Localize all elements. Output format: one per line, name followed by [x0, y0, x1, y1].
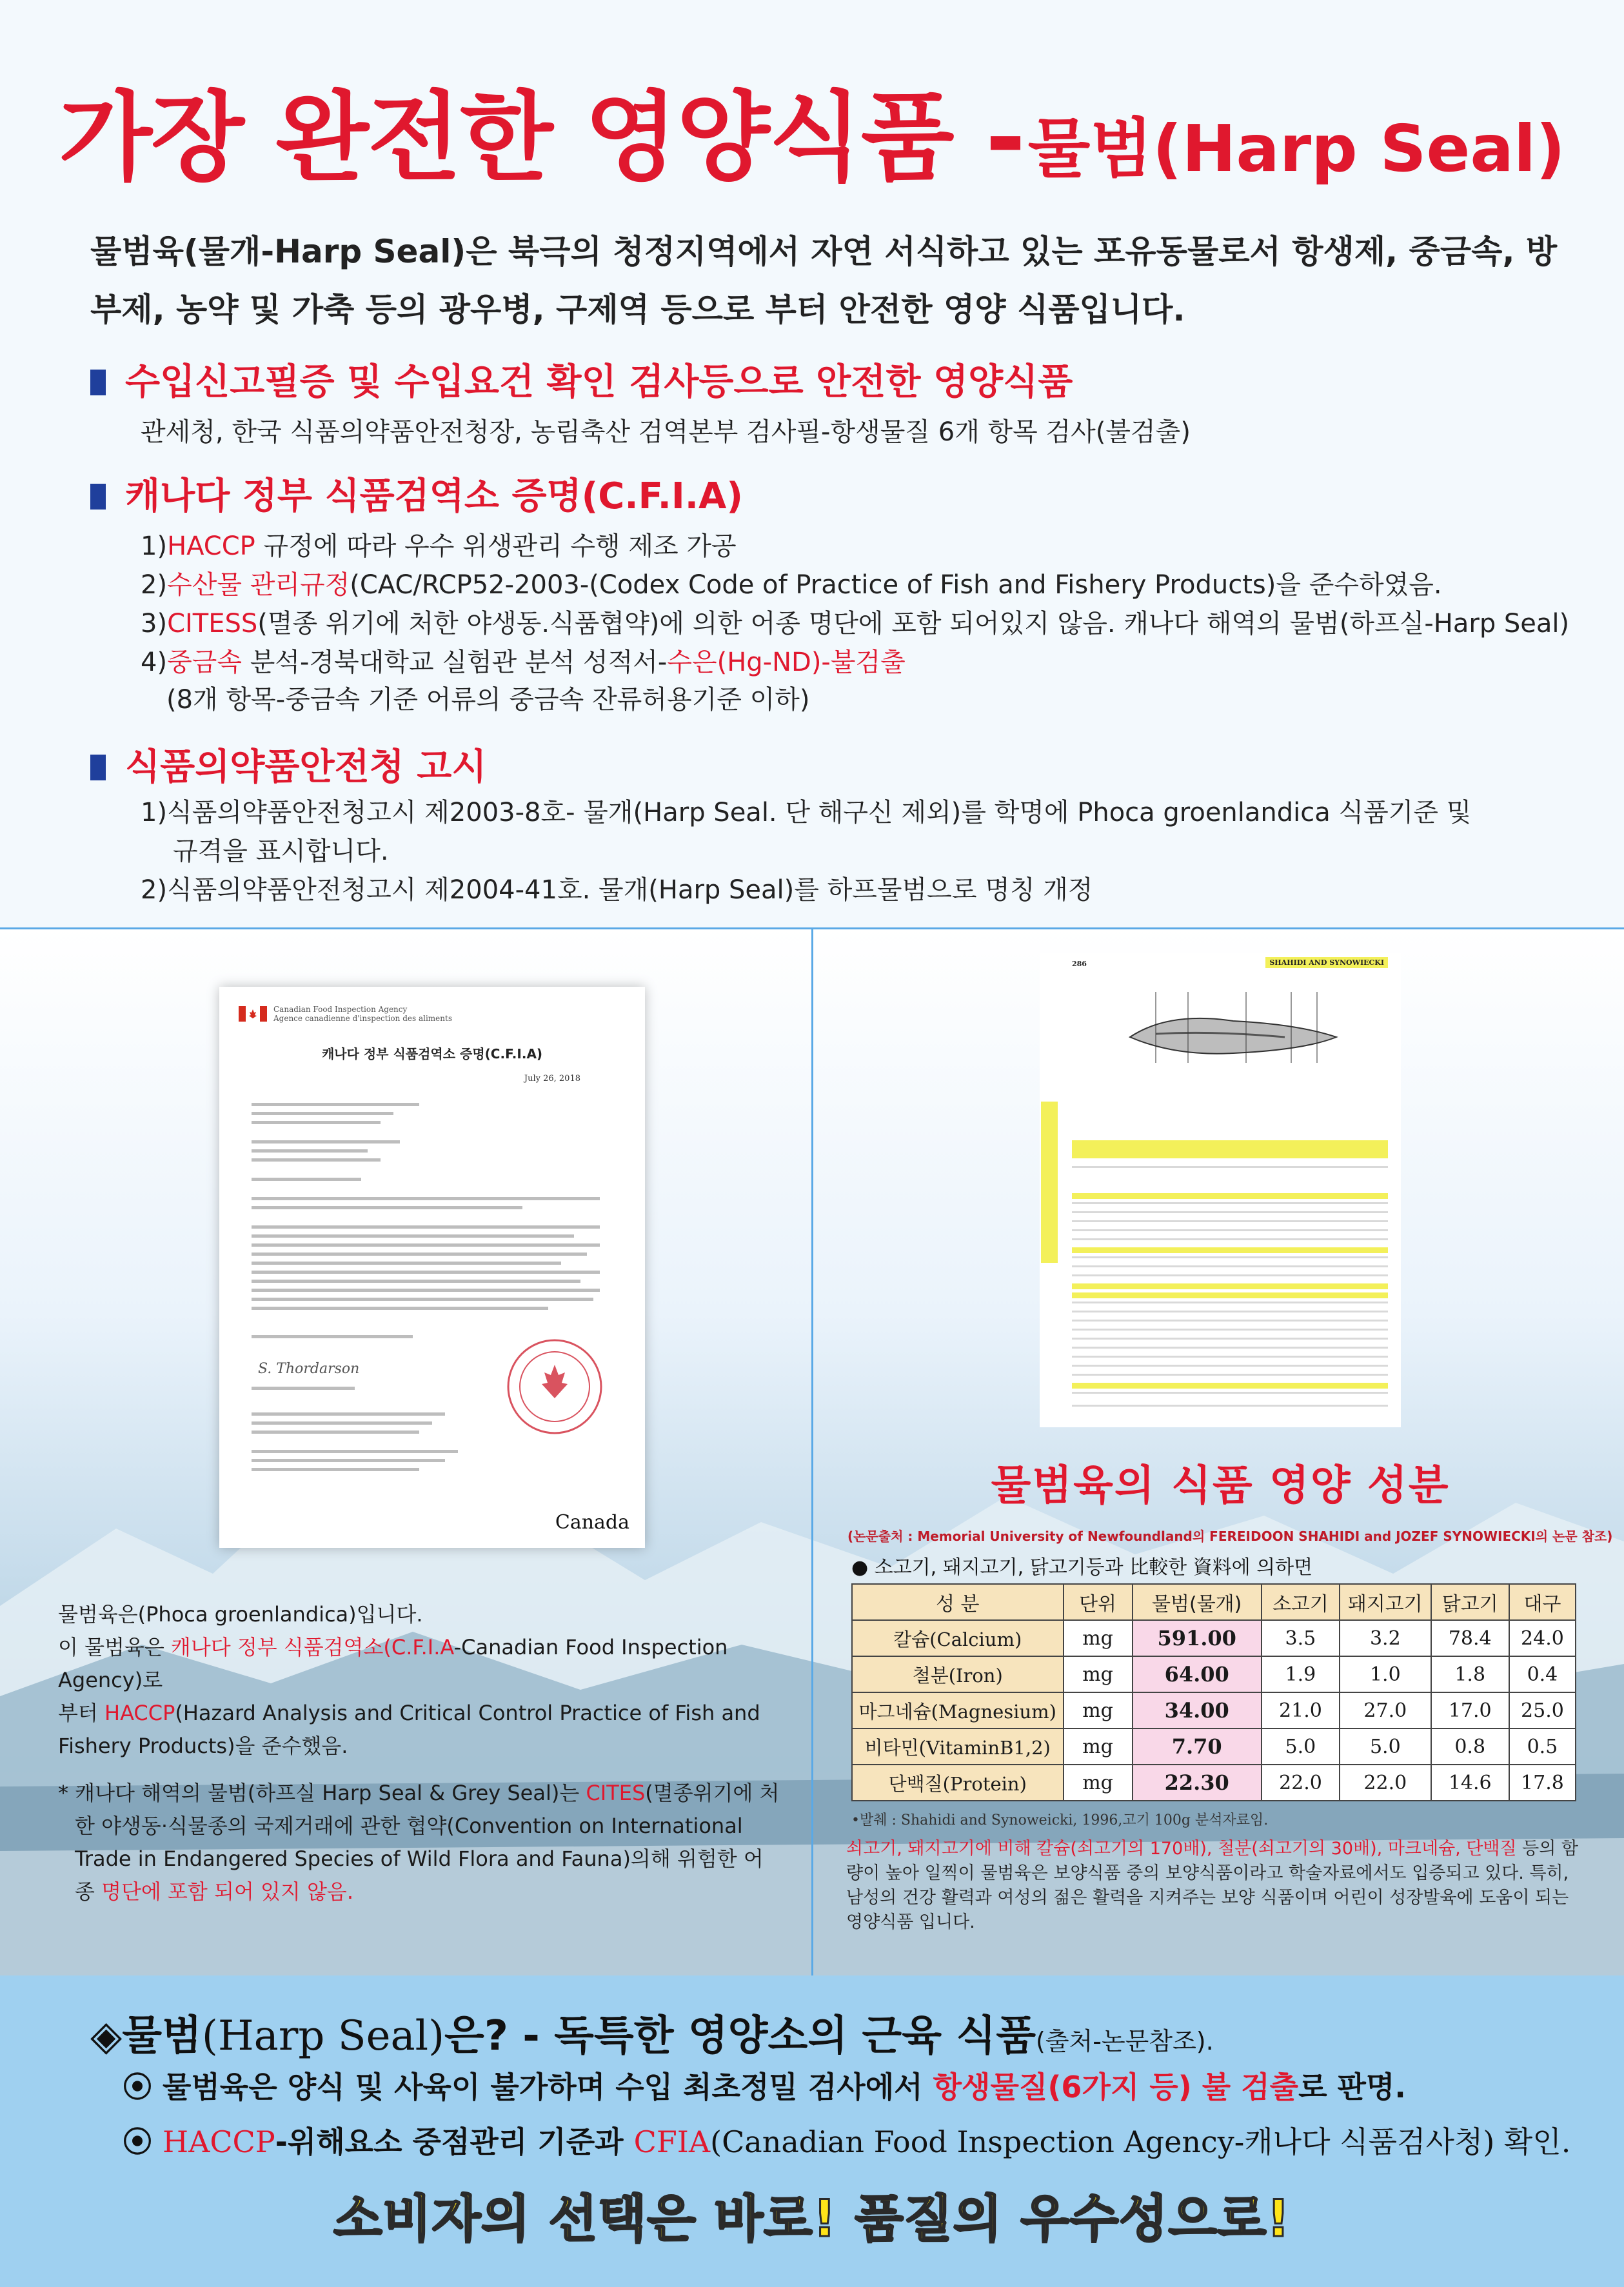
canada-flag-icon	[239, 1006, 267, 1022]
letter-heading: 캐나다 정부 식품검역소 증명(C.F.I.A)	[321, 1046, 543, 1062]
bullet-square-icon	[90, 370, 106, 395]
section-heading-mfds: 식품의약품안전청 고시	[90, 738, 486, 790]
bottom-line-2: ⦿ HACCP-위해요소 중점관리 기준과 CFIA(Canadian Food Inspection Agency-캐나다 식품검사청) 확인.	[123, 2124, 1571, 2159]
download-stamp	[1041, 1102, 1058, 1263]
nutrition-table	[851, 1583, 1576, 1801]
section-heading-cfia: 캐나다 정부 식품검역소 증명(C.F.I.A)	[90, 468, 743, 519]
canada-wordmark: Canada	[555, 1511, 629, 1534]
nutrition-title: 물범육의 식품 영양 성분	[991, 1462, 1450, 1510]
cfia-note: (8개 항목-중금속 기준 어류의 중금속 잔류허용기준 이하)	[166, 685, 810, 715]
bottom-title: ◈물범(Harp Seal)은? - 독특한 영양소의 근육 식품(출처-논문참조).	[90, 2012, 1214, 2060]
slogan: 소비자의 선택은 바로! 품질의 우수성으로!	[333, 2190, 1291, 2248]
table-header-row: 성 분 단위 물범(물개) 소고기 돼지고기 닭고기 대구	[852, 1584, 1576, 1620]
table-row: 칼슘(Calcium) mg 591.00 3.5 3.2 78.4 24.0	[852, 1620, 1576, 1656]
page-title	[0, 59, 1624, 199]
title-main: 가장 완전한 영양식품 -	[59, 82, 1025, 194]
nutrition-description: 쇠고기, 돼지고기에 비해 칼슘(쇠고기의 170배), 철분(쇠고기의 30배), 마크네슘, 단백질 등의 함량이 높아 일찍이 물범육은 보양식품 중의 보양식품이라고 학술자료에서도 입증되고 있다. 특히, 남성의 건강 활력과 여성의 젊은 활력을 지켜주는 보양 식품이며 어린이 성장발육에 도움이 되는 영양식품 입니다.	[846, 1839, 1578, 1932]
cfia-item-3: 3)CITESS(멸종 위기에 처한 야생동.식품협약)에 의한 어종 명단에 포함 되어있지 않음. 캐나다 해역의 물범(하프실-Harp Seal)	[141, 609, 1570, 639]
agency-name: Canadian Food Inspection Agency Agence canadienne d'inspection des aliments	[273, 1005, 452, 1023]
official-seal-stamp	[503, 1335, 606, 1438]
intro-paragraph: 물범육(물개-Harp Seal)은 북극의 청정지역에서 자연 서식하고 있는 포유동물로서 항생제, 중금속, 방부제, 농약 및 가축 등의 광우병, 구제역 등으로 부터 안전한 영양 식품입니다.	[90, 233, 1558, 328]
compare-note: ● 소고기, 돼지고기, 닭고기등과 比較한 資料에 의하면	[851, 1556, 1313, 1579]
table-row: 단백질(Protein) mg 22.30 22.0 22.0 14.6 17.8	[852, 1765, 1576, 1801]
paper-header: SHAHIDI AND SYNOWIECKI	[1265, 957, 1388, 968]
import-inspection-line: 관세청, 한국 식품의약품안전청장, 농림축산 검역본부 검사필-항생물질 6개 항목 검사(불검출)	[141, 417, 1191, 447]
mfds-item-1-cont: 규격을 표시합니다.	[173, 837, 389, 866]
table-row: 마그네슘(Magnesium) mg 34.00 21.0 27.0 17.0 25.0	[852, 1692, 1576, 1728]
cfia-letter-document	[219, 987, 645, 1548]
seal-carcass-figure	[1117, 985, 1349, 1082]
section-heading-import: 수입신고필증 및 수입요건 확인 검사등으로 안전한 영양식품	[90, 353, 1073, 405]
paper-page-number: 286	[1072, 960, 1087, 968]
nutrition-source: (논문출처 : Memorial University of Newfoundland의 FEREIDOON SHAHIDI and JOZEF SYNOWIECKI의 논문 참조)	[847, 1529, 1613, 1544]
table-row: 철분(Iron) mg 64.00 1.9 1.0 1.8 0.4	[852, 1656, 1576, 1692]
letter-date: July 26, 2018	[524, 1074, 580, 1084]
table-footnote: •발췌 : Shahidi and Synoweicki, 1996,고기 100g 분석자료임.	[851, 1812, 1269, 1828]
mfds-item-2: 2)식품의약품안전청고시 제2004-41호. 물개(Harp Seal)를 하프물범으로 명칭 개정	[141, 875, 1093, 905]
bullet-square-icon	[90, 484, 106, 510]
seal-meat-description: 물범육은(Phoca groenlandica)입니다. 이 물범육은 캐나다 정부 식품검역소(C.F.I.A-Canadian Food Inspection Agency)로 부터 HACCP(Hazard Analysis and Critical Control Practice of Fish and Fishery Products)을 준수했음. * 캐나다 해역의 물범(하프실 Harp Seal & Grey Seal)는 CITES(멸종위기에 처한 야생동·식물종의 국제거래에 관한 협약(Convention on International Trade in Endangered Species of Wild Flora and Fauna)의해 위험한 어종 명단에 포함 되어 있지 않음.	[58, 1602, 780, 1904]
cfia-item-4: 4)중금속 분석-경북대학교 실험관 분석 성적서-수은(Hg-ND)-불검출	[141, 648, 906, 677]
bottom-line-1: ⦿ 물범육은 양식 및 사육이 불가하며 수입 최초정밀 검사에서 항생물질(6가지 등) 불 검출로 판명.	[123, 2070, 1406, 2104]
cfia-item-2: 2)수산물 관리규정(CAC/RCP52-2003-(Codex Code of Practice of Fish and Fishery Products)을 준수하였음.	[141, 570, 1442, 600]
bullet-square-icon	[90, 755, 106, 780]
mfds-item-1: 1)식품의약품안전청고시 제2003-8호- 물개(Harp Seal. 단 해구신 제외)를 학명에 Phoca groenlandica 식품기준 및	[141, 798, 1472, 827]
title-sub: 물범(Harp Seal)	[1027, 111, 1565, 186]
cfia-item-1: 1)HACCP 규정에 따라 우수 위생관리 수행 제조 가공	[141, 531, 737, 561]
table-row: 비타민(VitaminB1,2) mg 7.70 5.0 5.0 0.8 0.5	[852, 1728, 1576, 1765]
research-paper-page	[1040, 953, 1401, 1427]
signature: S. Thordarson	[258, 1361, 360, 1377]
vertical-divider	[811, 927, 813, 1975]
